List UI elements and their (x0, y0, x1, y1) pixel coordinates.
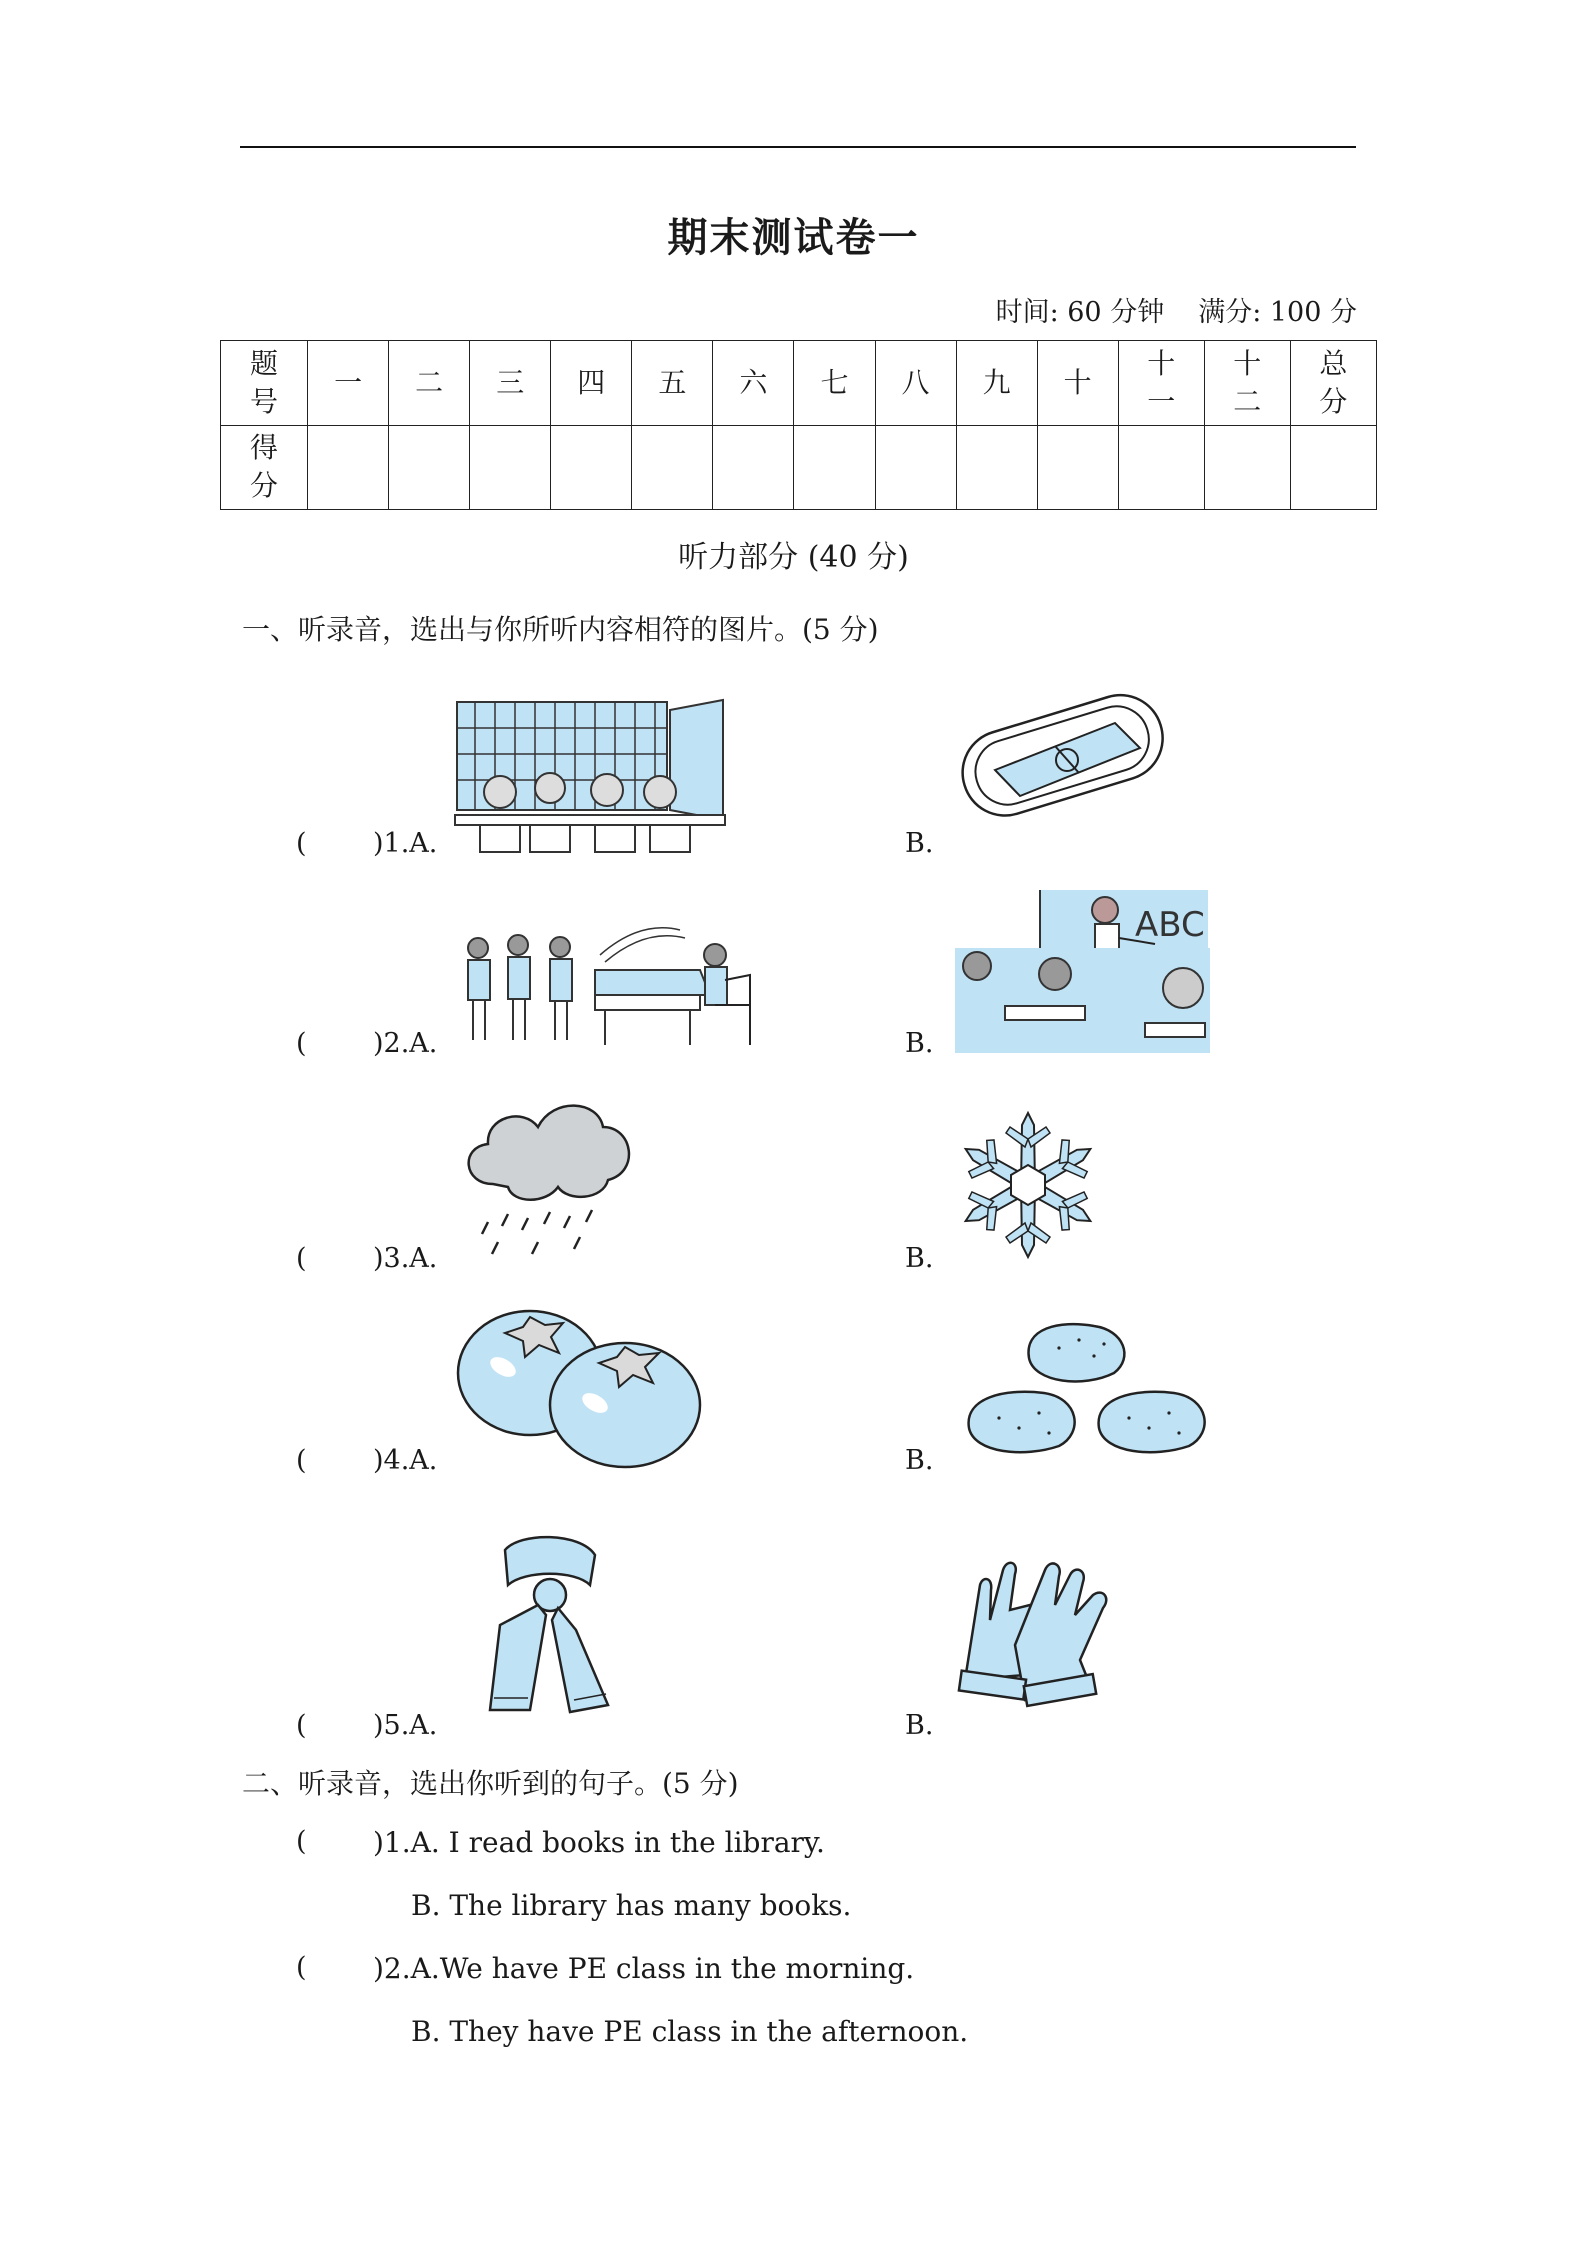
score-cell[interactable] (389, 425, 470, 510)
row-label-score: 得 分 (221, 425, 308, 510)
part2-item2-option-b: B. They have PE class in the afternoon. (411, 2015, 969, 2048)
scarf-icon (480, 1530, 615, 1715)
answer-paren[interactable]: ( (296, 1826, 307, 1857)
col-8: 八 (875, 341, 956, 426)
part2-item1-option-a: )1.A. I read books in the library. (373, 1826, 825, 1859)
item1-label: )1.A. (373, 828, 438, 859)
score-cell[interactable] (1118, 425, 1204, 510)
music-class-icon (460, 900, 760, 1050)
score-cell[interactable] (1204, 425, 1290, 510)
football-field-icon (955, 678, 1170, 828)
col-total: 总 分 (1290, 341, 1376, 426)
score-cell[interactable] (1290, 425, 1376, 510)
score-cell[interactable] (956, 425, 1037, 510)
score-cell[interactable] (632, 425, 713, 510)
score-cell[interactable] (551, 425, 632, 510)
answer-paren[interactable]: ( (296, 1445, 307, 1476)
score-cell[interactable] (875, 425, 956, 510)
col-1: 一 (308, 341, 389, 426)
col-2: 二 (389, 341, 470, 426)
page-title: 期末测试卷一 (667, 214, 920, 261)
answer-paren[interactable]: ( (296, 1710, 307, 1741)
tomatoes-icon (455, 1305, 705, 1470)
svg-text:ABC: ABC (1135, 905, 1205, 945)
item1-option-b: B. (905, 828, 934, 859)
item2-label: )2.A. (373, 1028, 438, 1059)
score-cell[interactable] (794, 425, 875, 510)
top-rule (240, 146, 1356, 148)
potatoes-icon (964, 1318, 1214, 1468)
english-class-icon (955, 888, 1210, 1053)
answer-paren[interactable]: ( (296, 1028, 307, 1059)
listening-section-title: 听力部分 (40 分) (678, 540, 909, 575)
item2-option-b: B. (905, 1028, 934, 1059)
part2-item1-option-b: B. The library has many books. (411, 1889, 852, 1922)
col-11: 十 一 (1118, 341, 1204, 426)
exam-full-score: 满分: 100 分 (1198, 297, 1357, 328)
item3-option-b: B. (905, 1243, 934, 1274)
col-3: 三 (470, 341, 551, 426)
item5-label: )5.A. (373, 1710, 438, 1741)
col-9: 九 (956, 341, 1037, 426)
col-6: 六 (713, 341, 794, 426)
score-cell[interactable] (470, 425, 551, 510)
library-reading-icon (455, 700, 725, 852)
col-5: 五 (632, 341, 713, 426)
score-cell[interactable] (713, 425, 794, 510)
col-10: 十 (1037, 341, 1118, 426)
col-4: 四 (551, 341, 632, 426)
exam-time: 时间: 60 分钟 (995, 297, 1165, 328)
item4-label: )4.A. (373, 1445, 438, 1476)
exam-meta (962, 290, 1357, 329)
item4-option-b: B. (905, 1445, 934, 1476)
col-7: 七 (794, 341, 875, 426)
score-table-header-row (221, 341, 1377, 426)
score-table (220, 340, 1377, 510)
answer-paren[interactable]: ( (296, 1952, 307, 1983)
item3-label: )3.A. (373, 1243, 438, 1274)
item5-option-b: B. (905, 1710, 934, 1741)
answer-paren[interactable]: ( (296, 1243, 307, 1274)
score-cell[interactable] (308, 425, 389, 510)
snowflake-icon (958, 1108, 1098, 1263)
score-table-score-row (221, 425, 1377, 510)
col-12: 十 二 (1204, 341, 1290, 426)
part1-heading: 一、听录音，选出与你所听内容相符的图片。(5 分) (242, 613, 879, 646)
part2-heading: 二、听录音，选出你听到的句子。(5 分) (242, 1767, 739, 1800)
gloves-icon (955, 1550, 1135, 1710)
row-label-question-no: 题 号 (221, 341, 308, 426)
score-cell[interactable] (1037, 425, 1118, 510)
part2-item2-option-a: )2.A.We have PE class in the morning. (373, 1952, 915, 1985)
answer-paren[interactable]: ( (296, 828, 307, 859)
rain-cloud-icon (458, 1092, 640, 1262)
